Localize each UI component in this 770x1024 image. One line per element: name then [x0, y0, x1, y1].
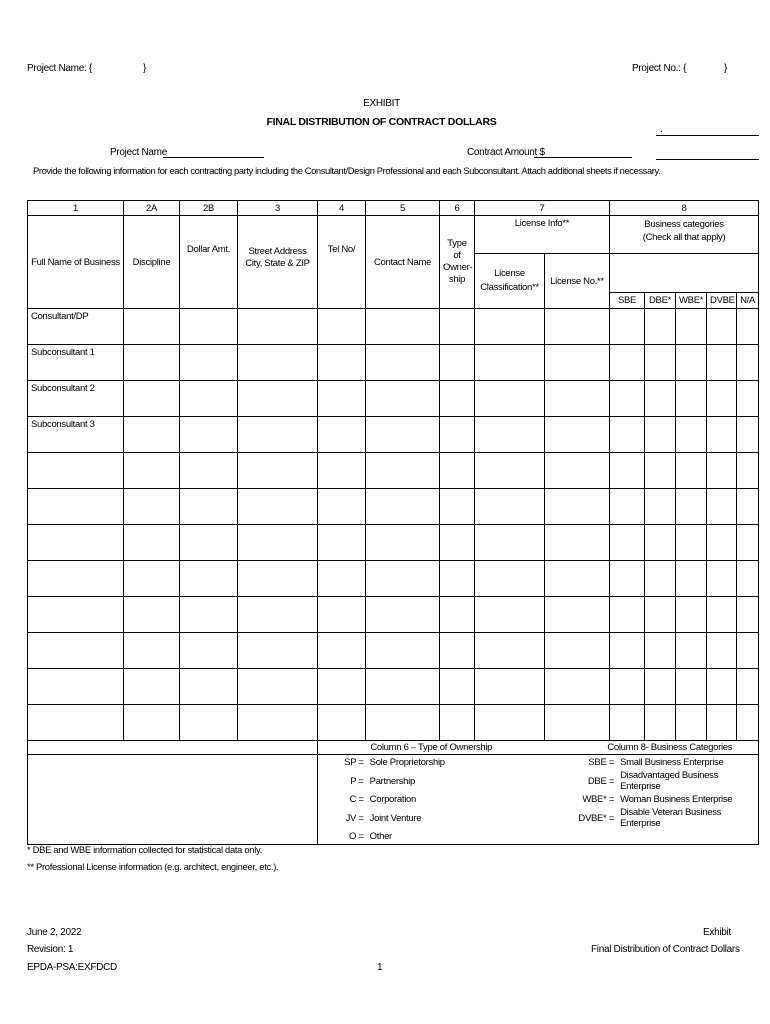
table-cell[interactable] [676, 309, 707, 345]
table-cell[interactable] [545, 561, 610, 597]
table-cell[interactable] [676, 345, 707, 381]
table-cell[interactable] [124, 417, 180, 453]
table-cell[interactable] [645, 561, 676, 597]
table-cell[interactable] [545, 705, 610, 741]
project-name-close: } [143, 63, 147, 74]
header-dbe: DBE* [645, 293, 676, 309]
table-cell[interactable] [707, 525, 737, 561]
row-party-name [28, 669, 124, 705]
table-cell[interactable] [238, 669, 318, 705]
table-cell[interactable] [676, 561, 707, 597]
header-full-name: Full Name of Business [28, 216, 124, 309]
table-cell[interactable] [238, 453, 318, 489]
table-cell[interactable] [366, 705, 440, 741]
table-cell[interactable] [610, 417, 645, 453]
footer-title: Final Distribution of Contract Dollars [591, 944, 740, 955]
table-cell[interactable] [238, 345, 318, 381]
table-cell[interactable] [645, 453, 676, 489]
row-party-name [28, 705, 124, 741]
table-cell[interactable] [707, 705, 737, 741]
ownership-code: SP = [344, 757, 364, 768]
col-num-2a: 2A [124, 201, 180, 216]
table-cell[interactable] [707, 597, 737, 633]
table-cell[interactable] [737, 669, 759, 705]
note-license: ** Professional License information (e.g. architect, engineer, etc.). [27, 861, 279, 872]
table-cell[interactable] [676, 633, 707, 669]
category-code: SBE = [588, 757, 615, 768]
legend-entry-row [318, 807, 758, 829]
table-cell[interactable] [475, 633, 545, 669]
table-cell[interactable] [440, 345, 475, 381]
table-cell[interactable] [737, 705, 759, 741]
col-num-6: 6 [440, 201, 475, 216]
table-cell[interactable] [545, 525, 610, 561]
table-cell[interactable] [440, 417, 475, 453]
header-license-no: License No.** [545, 254, 610, 309]
ownership-label: Corporation [369, 794, 416, 805]
header-ownership [440, 216, 475, 309]
table-cell[interactable] [707, 345, 737, 381]
table-cell[interactable] [475, 453, 545, 489]
table-cell[interactable] [545, 309, 610, 345]
table-cell[interactable] [707, 561, 737, 597]
table-cell[interactable] [318, 525, 366, 561]
ownership-code: O = [348, 831, 364, 842]
header-street-line2: City, State & ZIP [245, 258, 310, 269]
table-cell[interactable] [318, 309, 366, 345]
table-cell[interactable] [610, 705, 645, 741]
table-cell[interactable] [645, 669, 676, 705]
table-cell[interactable] [610, 489, 645, 525]
table-cell[interactable] [318, 705, 366, 741]
table-cell[interactable] [676, 669, 707, 705]
project-no-label: Project No.: { [632, 63, 687, 74]
table-cell[interactable] [545, 381, 610, 417]
header-license-class-line2: Classification** [480, 282, 539, 293]
table-cell[interactable] [318, 453, 366, 489]
table-cell[interactable] [440, 633, 475, 669]
table-row [28, 489, 759, 525]
table-cell[interactable] [440, 489, 475, 525]
table-cell[interactable] [366, 669, 440, 705]
category-label: Disadvantaged Business Enterprise [620, 770, 719, 792]
table-row [28, 525, 759, 561]
header-discipline: Discipline [124, 216, 180, 309]
table-cell[interactable] [180, 417, 238, 453]
table-cell[interactable] [676, 597, 707, 633]
table-cell[interactable] [545, 417, 610, 453]
project-name-label: Project Name: { [27, 63, 92, 74]
table-row [28, 669, 759, 705]
table-cell[interactable] [366, 489, 440, 525]
row-party-name [28, 561, 124, 597]
col-num-3: 3 [238, 201, 318, 216]
table-cell[interactable] [440, 705, 475, 741]
table-cell[interactable] [440, 453, 475, 489]
right-blank-line-1 [656, 135, 759, 136]
ownership-code: C = [349, 794, 364, 805]
table-cell[interactable] [366, 525, 440, 561]
table-cell[interactable] [475, 381, 545, 417]
table-cell[interactable] [676, 705, 707, 741]
table-cell[interactable] [180, 345, 238, 381]
table-cell[interactable] [676, 381, 707, 417]
table-cell[interactable] [475, 417, 545, 453]
footer-exhibit: Exhibit [703, 927, 731, 938]
table-cell[interactable] [610, 453, 645, 489]
table-cell[interactable] [645, 309, 676, 345]
table-cell[interactable] [318, 417, 366, 453]
table-cell[interactable] [737, 381, 759, 417]
exhibit-label: EXHIBIT [363, 98, 400, 109]
table-cell[interactable] [475, 489, 545, 525]
table-cell[interactable] [366, 453, 440, 489]
column-number-row [28, 201, 759, 216]
ownership-legend-title: Column 6 – Type of Ownership [318, 741, 545, 755]
table-cell[interactable] [238, 525, 318, 561]
table-cell[interactable] [124, 705, 180, 741]
footer-page-number: 1 [377, 962, 383, 973]
table-cell[interactable] [124, 597, 180, 633]
header-ownership-line1: Type of [447, 238, 467, 261]
col-num-2b: 2B [180, 201, 238, 216]
table-cell[interactable] [645, 381, 676, 417]
header-biz-cat-line2: (Check all that apply) [642, 232, 726, 243]
table-cell[interactable] [676, 453, 707, 489]
table-cell[interactable] [475, 561, 545, 597]
category-code: DVBE* = [578, 812, 615, 824]
row-party-name: Consultant/DP [28, 309, 124, 345]
table-cell[interactable] [318, 345, 366, 381]
table-cell[interactable] [124, 561, 180, 597]
table-cell[interactable] [737, 597, 759, 633]
col-num-5: 5 [366, 201, 440, 216]
table-row [28, 597, 759, 633]
table-cell[interactable] [610, 669, 645, 705]
table-cell[interactable] [475, 525, 545, 561]
table-cell[interactable] [318, 561, 366, 597]
categories-legend-title: Column 8- Business Categories [545, 741, 759, 755]
table-cell[interactable] [238, 489, 318, 525]
category-label: Disable Veteran Business Enterprise [620, 807, 722, 829]
col-num-8: 8 [610, 201, 759, 216]
header-ownership-line2: Owner- [443, 262, 473, 273]
legend-entry-row [318, 829, 758, 844]
row-party-name: Subconsultant 1 [28, 345, 124, 381]
header-sbe: SBE [610, 293, 645, 309]
table-cell[interactable] [676, 417, 707, 453]
table-cell[interactable] [366, 561, 440, 597]
table-cell[interactable] [318, 669, 366, 705]
project-no-close: } [724, 63, 728, 74]
table-row [28, 633, 759, 669]
table-cell[interactable] [645, 417, 676, 453]
table-cell[interactable] [440, 597, 475, 633]
table-cell[interactable] [366, 345, 440, 381]
header-license-classification [475, 254, 545, 309]
table-cell[interactable] [440, 669, 475, 705]
row-party-name: Subconsultant 3 [28, 417, 124, 453]
table-cell[interactable] [707, 633, 737, 669]
table-cell[interactable] [645, 345, 676, 381]
table-cell[interactable] [676, 489, 707, 525]
table-cell[interactable] [180, 633, 238, 669]
table-cell[interactable] [707, 309, 737, 345]
table-cell[interactable] [366, 309, 440, 345]
footer-date: June 2, 2022 [27, 927, 82, 938]
table-cell[interactable] [610, 633, 645, 669]
header-na: N/A [737, 293, 759, 309]
table-cell[interactable] [610, 597, 645, 633]
table-cell[interactable] [610, 561, 645, 597]
table-cell[interactable] [707, 489, 737, 525]
right-blank-line-2 [656, 159, 759, 160]
note-dbe-wbe: * DBE and WBE information collected for statistical data only. [27, 844, 262, 855]
table-cell[interactable] [737, 309, 759, 345]
table-cell[interactable] [180, 309, 238, 345]
row-party-name [28, 525, 124, 561]
table-cell[interactable] [124, 633, 180, 669]
table-cell[interactable] [737, 417, 759, 453]
ownership-label: Partnership [369, 775, 415, 787]
category-code: WBE* = [582, 794, 615, 805]
col-num-1: 1 [28, 201, 124, 216]
table-cell[interactable] [475, 669, 545, 705]
table-cell[interactable] [610, 381, 645, 417]
header-tel: Tel No/ [318, 216, 366, 309]
header-dollar-amt: Dollar Amt. [180, 216, 238, 309]
table-cell[interactable] [238, 561, 318, 597]
table-row [28, 417, 759, 453]
page-title: FINAL DISTRIBUTION OF CONTRACT DOLLARS [266, 116, 497, 128]
business-categories-blank [610, 254, 759, 293]
table-cell[interactable] [124, 309, 180, 345]
table-cell[interactable] [707, 417, 737, 453]
table-cell[interactable] [180, 561, 238, 597]
table-cell[interactable] [545, 345, 610, 381]
table-row [28, 453, 759, 489]
ownership-label: Sole Proprietorship [369, 757, 445, 768]
table-row [28, 381, 759, 417]
distribution-table [27, 200, 759, 845]
ownership-code: JV = [345, 812, 364, 824]
header-business-categories [610, 216, 759, 254]
legend-row [28, 755, 759, 845]
table-cell[interactable] [180, 453, 238, 489]
legend-entry-row [318, 770, 758, 792]
table-cell[interactable] [645, 489, 676, 525]
table-cell[interactable] [238, 633, 318, 669]
title-dot: . [660, 124, 663, 135]
table-cell[interactable] [124, 489, 180, 525]
table-cell[interactable] [124, 525, 180, 561]
table-cell[interactable] [238, 417, 318, 453]
header-dvbe: DVBE [707, 293, 737, 309]
header-street-address [238, 216, 318, 309]
table-cell[interactable] [440, 525, 475, 561]
col-num-4: 4 [318, 201, 366, 216]
row-party-name [28, 597, 124, 633]
table-cell[interactable] [180, 597, 238, 633]
row-party-name [28, 453, 124, 489]
ownership-code: P = [350, 775, 364, 787]
table-row [28, 561, 759, 597]
table-cell[interactable] [475, 309, 545, 345]
table-cell[interactable] [645, 705, 676, 741]
project-name-field-label: Project Name [110, 147, 167, 158]
table-cell[interactable] [707, 453, 737, 489]
instructions: Provide the following information for each contracting party including the Consultant/Design Professional and each Subconsultant. Attach additional sheets if necessary. [33, 165, 661, 176]
table-cell[interactable] [545, 669, 610, 705]
table-cell[interactable] [124, 345, 180, 381]
table-cell[interactable] [545, 597, 610, 633]
table-cell[interactable] [238, 381, 318, 417]
table-cell[interactable] [440, 309, 475, 345]
table-cell[interactable] [610, 345, 645, 381]
table-cell[interactable] [545, 489, 610, 525]
col-num-7: 7 [475, 201, 610, 216]
table-cell[interactable] [610, 309, 645, 345]
table-cell[interactable] [645, 597, 676, 633]
table-cell[interactable] [124, 381, 180, 417]
table-cell[interactable] [238, 309, 318, 345]
table-cell[interactable] [180, 381, 238, 417]
category-label: Small Business Enterprise [620, 757, 724, 768]
header-ownership-line3: ship [448, 274, 466, 285]
table-row [28, 345, 759, 381]
table-cell[interactable] [238, 597, 318, 633]
table-row [28, 309, 759, 345]
table-cell[interactable] [737, 489, 759, 525]
project-name-field[interactable] [163, 157, 264, 158]
legend-title-row [28, 741, 759, 755]
table-cell[interactable] [366, 381, 440, 417]
header-wbe: WBE* [676, 293, 707, 309]
table-cell[interactable] [318, 633, 366, 669]
table-cell[interactable] [124, 669, 180, 705]
table-cell[interactable] [737, 633, 759, 669]
table-cell[interactable] [645, 525, 676, 561]
table-cell[interactable] [545, 633, 610, 669]
table-cell[interactable] [676, 525, 707, 561]
contract-amount-field[interactable] [534, 157, 632, 158]
table-cell[interactable] [475, 345, 545, 381]
table-cell[interactable] [707, 381, 737, 417]
legend-entry-row [318, 755, 758, 770]
table-cell[interactable] [737, 525, 759, 561]
table-cell[interactable] [440, 561, 475, 597]
table-cell[interactable] [545, 453, 610, 489]
table-cell[interactable] [610, 525, 645, 561]
table-cell[interactable] [124, 453, 180, 489]
header-biz-cat-line1: Business categories [644, 219, 724, 230]
table-cell[interactable] [366, 597, 440, 633]
table-cell[interactable] [318, 381, 366, 417]
table-cell[interactable] [475, 597, 545, 633]
table-cell[interactable] [440, 381, 475, 417]
category-label: Woman Business Enterprise [620, 794, 733, 805]
table-row [28, 705, 759, 741]
row-party-name: Subconsultant 2 [28, 381, 124, 417]
header-street-line1: Street Address [248, 246, 307, 257]
table-cell[interactable] [366, 417, 440, 453]
legend-table [318, 755, 758, 844]
table-cell[interactable] [645, 633, 676, 669]
table-cell[interactable] [366, 633, 440, 669]
table-cell[interactable] [737, 453, 759, 489]
ownership-label: Joint Venture [369, 812, 422, 824]
footer-code: EPDA-PSA:EXFDCD [27, 962, 117, 973]
table-cell[interactable] [475, 705, 545, 741]
table-cell[interactable] [318, 597, 366, 633]
header-license-class-line1: License [494, 268, 525, 279]
table-cell[interactable] [707, 669, 737, 705]
table-cell[interactable] [180, 489, 238, 525]
table-cell[interactable] [318, 489, 366, 525]
header-license-info: License Info** [475, 216, 610, 254]
table-cell[interactable] [180, 669, 238, 705]
table-cell[interactable] [737, 561, 759, 597]
table-cell[interactable] [238, 705, 318, 741]
legend-entry-row [318, 792, 758, 807]
table-cell[interactable] [180, 705, 238, 741]
table-cell[interactable] [737, 345, 759, 381]
header-contact: Contact Name [366, 216, 440, 309]
category-code: DBE = [587, 775, 615, 787]
footer-revision: Revision: 1 [27, 944, 74, 955]
row-party-name [28, 489, 124, 525]
ownership-label: Other [369, 831, 392, 842]
table-cell[interactable] [180, 525, 238, 561]
contract-amount-label: Contract Amount $ [467, 147, 545, 158]
row-party-name [28, 633, 124, 669]
